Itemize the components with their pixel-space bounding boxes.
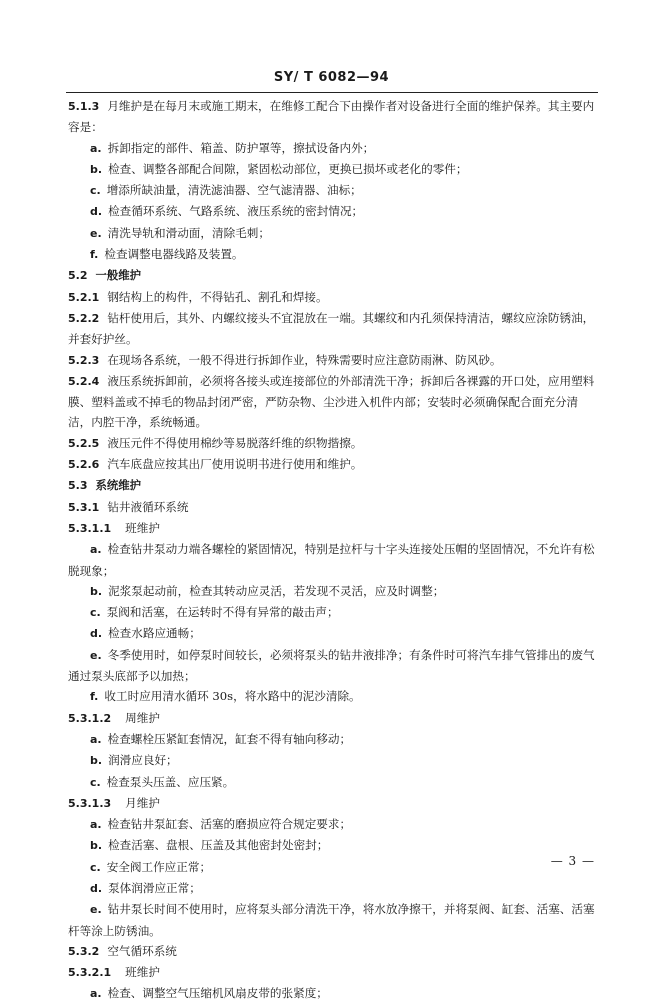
list-item bbox=[68, 899, 596, 941]
list-item-text: 泵阀和活塞，在运转时不得有异常的敲击声； bbox=[106, 605, 339, 620]
list-item-label: c. bbox=[90, 184, 101, 198]
clause-paragraph bbox=[68, 793, 596, 814]
list-item-label: f. bbox=[90, 690, 99, 704]
clause-text: 汽车底盘应按其出厂使用说明书进行使用和维护。 bbox=[107, 457, 363, 472]
list-item-text: 安全阀工作应正常； bbox=[106, 859, 212, 874]
list-item bbox=[68, 138, 596, 159]
clause-text: 空气循环系统 bbox=[107, 943, 177, 958]
list-item-text: 检查活塞、盘根、压盖及其他密封处密封； bbox=[108, 838, 329, 853]
list-item-text: 检查、调整各部配合间隙，紧固松动部位，更换已损坏或老化的零件； bbox=[108, 161, 468, 176]
list-item-text: 冬季使用时，如停泵时间较长，必须将泵头的钻井液排净；有条件时可将汽车排气管排出的废气通过泵头底部予以加热； bbox=[68, 647, 595, 684]
list-item bbox=[68, 686, 596, 707]
clause-number: 5.3 bbox=[68, 479, 88, 493]
page-number: — 3 — bbox=[550, 854, 595, 868]
list-item-label: b. bbox=[90, 162, 103, 176]
section-title: 系统维护 bbox=[95, 478, 142, 493]
clause-text: 班维护 bbox=[125, 520, 160, 535]
clause-paragraph bbox=[68, 433, 596, 454]
clause-text: 周维护 bbox=[125, 710, 160, 725]
document-body bbox=[68, 96, 596, 1005]
clause-text: 液压系统拆卸前，必须将各接头或连接部位的外部清洗干净；拆卸后各裸露的开口处，应用塑料膜、塑料盖或不掉毛的物品封闭严密，严防杂物、尘沙进入机件内部；安装时必须确保配合面充分清洁，内腔干净，系统畅通。 bbox=[68, 373, 595, 430]
list-item-label: b. bbox=[90, 839, 103, 853]
clause-paragraph bbox=[68, 350, 596, 371]
list-item-label: e. bbox=[90, 226, 102, 240]
list-item bbox=[68, 729, 596, 750]
list-item-text: 检查、调整空气压缩机风扇皮带的张紧度； bbox=[107, 986, 328, 1001]
list-item-label: a. bbox=[90, 732, 102, 746]
list-item bbox=[68, 539, 596, 581]
clause-text: 液压元件不得使用棉纱等易脱落纤维的织物揩擦。 bbox=[107, 435, 363, 450]
list-item bbox=[68, 857, 596, 878]
list-item-text: 拆卸指定的部件、箱盖、防护罩等，擦拭设备内外； bbox=[107, 140, 375, 155]
clause-number: 5.2 bbox=[68, 269, 88, 283]
clause-paragraph bbox=[68, 287, 596, 308]
list-item-text: 钻井泵长时间不使用时，应将泵头部分清洗干净，将水放净擦干，并将泵阀、缸套、活塞、活塞杆等涂上防锈油。 bbox=[68, 902, 595, 938]
clause-number: 5.3.1.1 bbox=[68, 521, 112, 535]
list-item-text: 润滑应良好； bbox=[108, 753, 178, 768]
list-item-label: c. bbox=[90, 606, 101, 620]
clause-text: 月维护 bbox=[125, 795, 160, 810]
clause-number: 5.2.1 bbox=[68, 290, 100, 304]
clause-text: 班维护 bbox=[125, 965, 160, 980]
clause-paragraph bbox=[68, 941, 596, 962]
list-item-text: 检查循环系统、气路系统、液压系统的密封情况； bbox=[108, 204, 364, 219]
list-item-text: 检查钻井泵动力端各螺栓的紧固情况，特别是拉杆与十字头连接处压帽的坚固情况，不允许有松脱现象； bbox=[68, 542, 595, 578]
list-item bbox=[68, 983, 596, 1004]
list-item-label: f. bbox=[90, 248, 99, 262]
list-item bbox=[68, 201, 596, 222]
list-item-text: 增添所缺油量，清洗滤油器、空气滤清器、油标； bbox=[106, 183, 362, 198]
list-item bbox=[68, 581, 596, 602]
list-item bbox=[68, 223, 596, 244]
clause-number: 5.3.1.3 bbox=[68, 796, 112, 810]
clause-number: 5.2.3 bbox=[68, 353, 100, 367]
section-heading bbox=[68, 265, 596, 286]
list-item bbox=[68, 814, 596, 835]
clause-number: 5.3.1.2 bbox=[68, 711, 112, 725]
list-item bbox=[68, 645, 596, 687]
clause-paragraph bbox=[68, 962, 596, 983]
list-item bbox=[68, 878, 596, 899]
list-item bbox=[68, 835, 596, 856]
list-item-label: a. bbox=[90, 987, 102, 1001]
clause-paragraph bbox=[68, 497, 596, 518]
list-item bbox=[68, 180, 596, 201]
list-item bbox=[68, 244, 596, 265]
list-item bbox=[68, 159, 596, 180]
list-item-text: 收工时应用清水循环 30s，将水路中的泥沙清除。 bbox=[104, 689, 361, 704]
list-item-text: 泵体润滑应正常； bbox=[108, 880, 201, 895]
list-item-label: d. bbox=[90, 627, 103, 641]
list-item-label: a. bbox=[90, 818, 102, 832]
list-item-label: d. bbox=[90, 205, 103, 219]
list-item-text: 泥浆泵起动前，检查其转动应灵活，若发现不灵活，应及时调整； bbox=[108, 583, 445, 598]
list-item-text: 检查钻井泵缸套、活塞的磨损应符合规定要求； bbox=[107, 817, 352, 832]
clause-paragraph bbox=[68, 371, 596, 433]
list-item-text: 检查调整电器线路及装置。 bbox=[104, 247, 244, 262]
list-item bbox=[68, 623, 596, 644]
list-item-text: 检查水路应通畅； bbox=[108, 626, 201, 641]
clause-paragraph bbox=[68, 518, 596, 539]
list-item-label: a. bbox=[90, 141, 102, 155]
list-item bbox=[68, 602, 596, 623]
clause-paragraph bbox=[68, 708, 596, 729]
list-item-label: b. bbox=[90, 584, 103, 598]
header-rule bbox=[66, 92, 598, 93]
section-title: 一般维护 bbox=[95, 268, 142, 283]
list-item-text: 检查泵头压盖、应压紧。 bbox=[106, 774, 235, 789]
clause-text: 钻杆使用后，其外、内螺纹接头不宜混放在一端。其螺纹和内孔须保持清洁，螺纹应涂防锈油，并套好护丝。 bbox=[68, 310, 595, 347]
clause-text: 在现场各系统，一般不得进行拆卸作业，特殊需要时应注意防雨淋、防风砂。 bbox=[107, 352, 502, 367]
standard-number-header: SY/ T 6082—94 bbox=[273, 70, 390, 85]
clause-number: 5.3.2.1 bbox=[68, 966, 112, 980]
clause-number: 5.3.2 bbox=[68, 944, 100, 958]
clause-paragraph bbox=[68, 96, 596, 138]
clause-paragraph bbox=[68, 308, 596, 350]
list-item-label: a. bbox=[90, 543, 102, 557]
list-item bbox=[68, 750, 596, 771]
clause-number: 5.3.1 bbox=[68, 500, 100, 514]
clause-number: 5.2.4 bbox=[68, 374, 100, 388]
clause-number: 5.1.3 bbox=[68, 100, 100, 113]
list-item-label: c. bbox=[90, 860, 101, 874]
clause-number: 5.2.6 bbox=[68, 458, 100, 472]
list-item-text: 检查螺栓压紧缸套情况，缸套不得有轴向移动； bbox=[107, 731, 352, 746]
clause-text: 钻井液循环系统 bbox=[107, 499, 189, 514]
clause-number: 5.2.5 bbox=[68, 436, 100, 450]
list-item-label: e. bbox=[90, 903, 102, 917]
section-heading bbox=[68, 475, 596, 496]
list-item-label: d. bbox=[90, 881, 103, 895]
list-item bbox=[68, 772, 596, 793]
list-item-label: b. bbox=[90, 754, 103, 768]
list-item-label: e. bbox=[90, 648, 102, 662]
clause-number: 5.2.2 bbox=[68, 311, 100, 325]
clause-text: 钢结构上的构件，不得钻孔、割孔和焊接。 bbox=[107, 289, 328, 304]
list-item-label: c. bbox=[90, 775, 101, 789]
clause-paragraph bbox=[68, 454, 596, 475]
list-item-text: 清洗导轨和滑动面，清除毛刺； bbox=[107, 225, 270, 240]
clause-text: 月维护是在每月末或施工期末，在维修工配合下由操作者对设备进行全面的维护保养。其主要内容是： bbox=[68, 99, 595, 135]
